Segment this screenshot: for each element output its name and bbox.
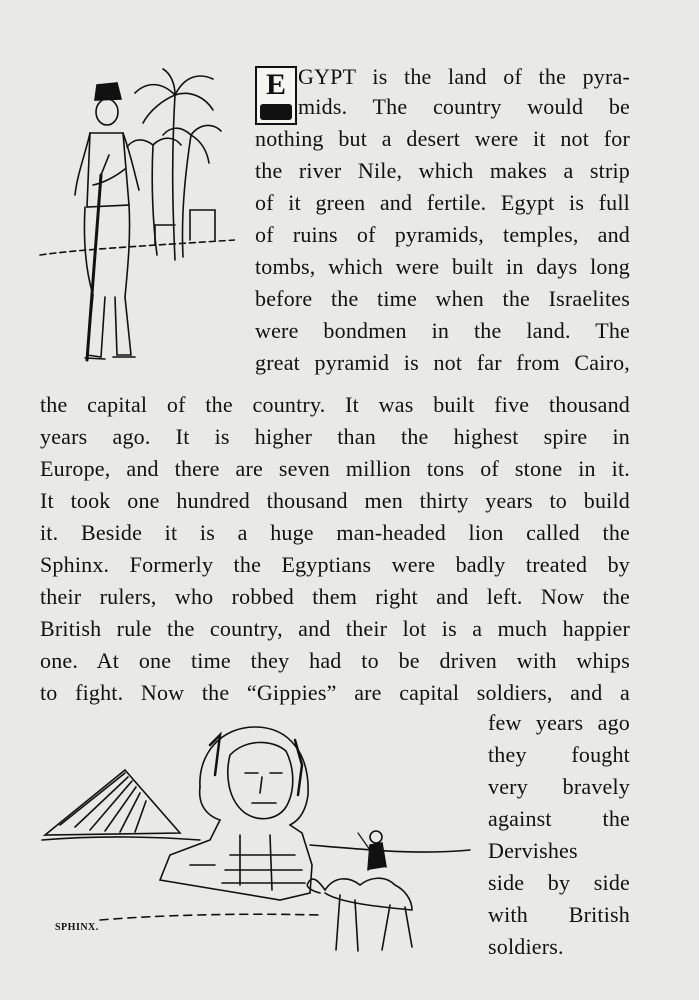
sphinx-illustration	[40, 715, 480, 965]
text-line-24: against the	[488, 806, 630, 831]
text-line-7: tombs, which were built in days long	[255, 254, 630, 279]
soldier-illustration	[35, 65, 235, 365]
text-line-25: Dervishes	[488, 838, 578, 863]
text-line-10: great pyramid is not far from Cairo,	[255, 350, 630, 375]
text-line-12: years ago. It is higher than the highest spire in	[40, 424, 630, 449]
text-line-23: very bravely	[488, 774, 630, 799]
text-line-3: nothing but a desert were it not for	[255, 126, 630, 151]
text-line-17: their rulers, who robbed them right and left. Now the	[40, 584, 630, 609]
text-line-13: Europe, and there are seven million tons of stone in it.	[40, 456, 630, 481]
text-line-5: of it green and fertile. Egypt is full	[255, 190, 630, 215]
text-line-26: side by side	[488, 870, 630, 895]
text-line-2: mids. The country would be	[298, 94, 630, 119]
text-line-21: few years ago	[488, 710, 630, 735]
text-line-11: the capital of the country. It was built five thousand	[40, 392, 630, 417]
drop-cap-ornament	[260, 104, 292, 120]
text-line-16: Sphinx. Formerly the Egyptians were badly treated by	[40, 552, 630, 577]
text-line-20: to fight. Now the “Gippies” are capital soldiers, and a	[40, 680, 630, 705]
text-line-18: British rule the country, and their lot is a much happier	[40, 616, 630, 641]
text-line-9: were bondmen in the land. The	[255, 318, 630, 343]
sphinx-caption: SPHINX.	[55, 922, 99, 933]
text-line-4: the river Nile, which makes a strip	[255, 158, 630, 183]
text-line-1: GYPT is the land of the pyra-	[298, 64, 630, 89]
text-line-14: It took one hundred thousand men thirty years to build	[40, 488, 630, 513]
text-line-8: before the time when the Israelites	[255, 286, 630, 311]
text-line-15: it. Beside it is a huge man-headed lion called the	[40, 520, 630, 545]
drop-cap-letter: E	[265, 68, 286, 101]
text-line-19: one. At one time they had to be driven with whips	[40, 648, 630, 673]
drop-cap-box	[255, 66, 297, 125]
text-line-27: with British	[488, 902, 630, 927]
text-line-28: soldiers.	[488, 934, 564, 959]
text-line-6: of ruins of pyramids, temples, and	[255, 222, 630, 247]
text-line-22: they fought	[488, 742, 630, 767]
